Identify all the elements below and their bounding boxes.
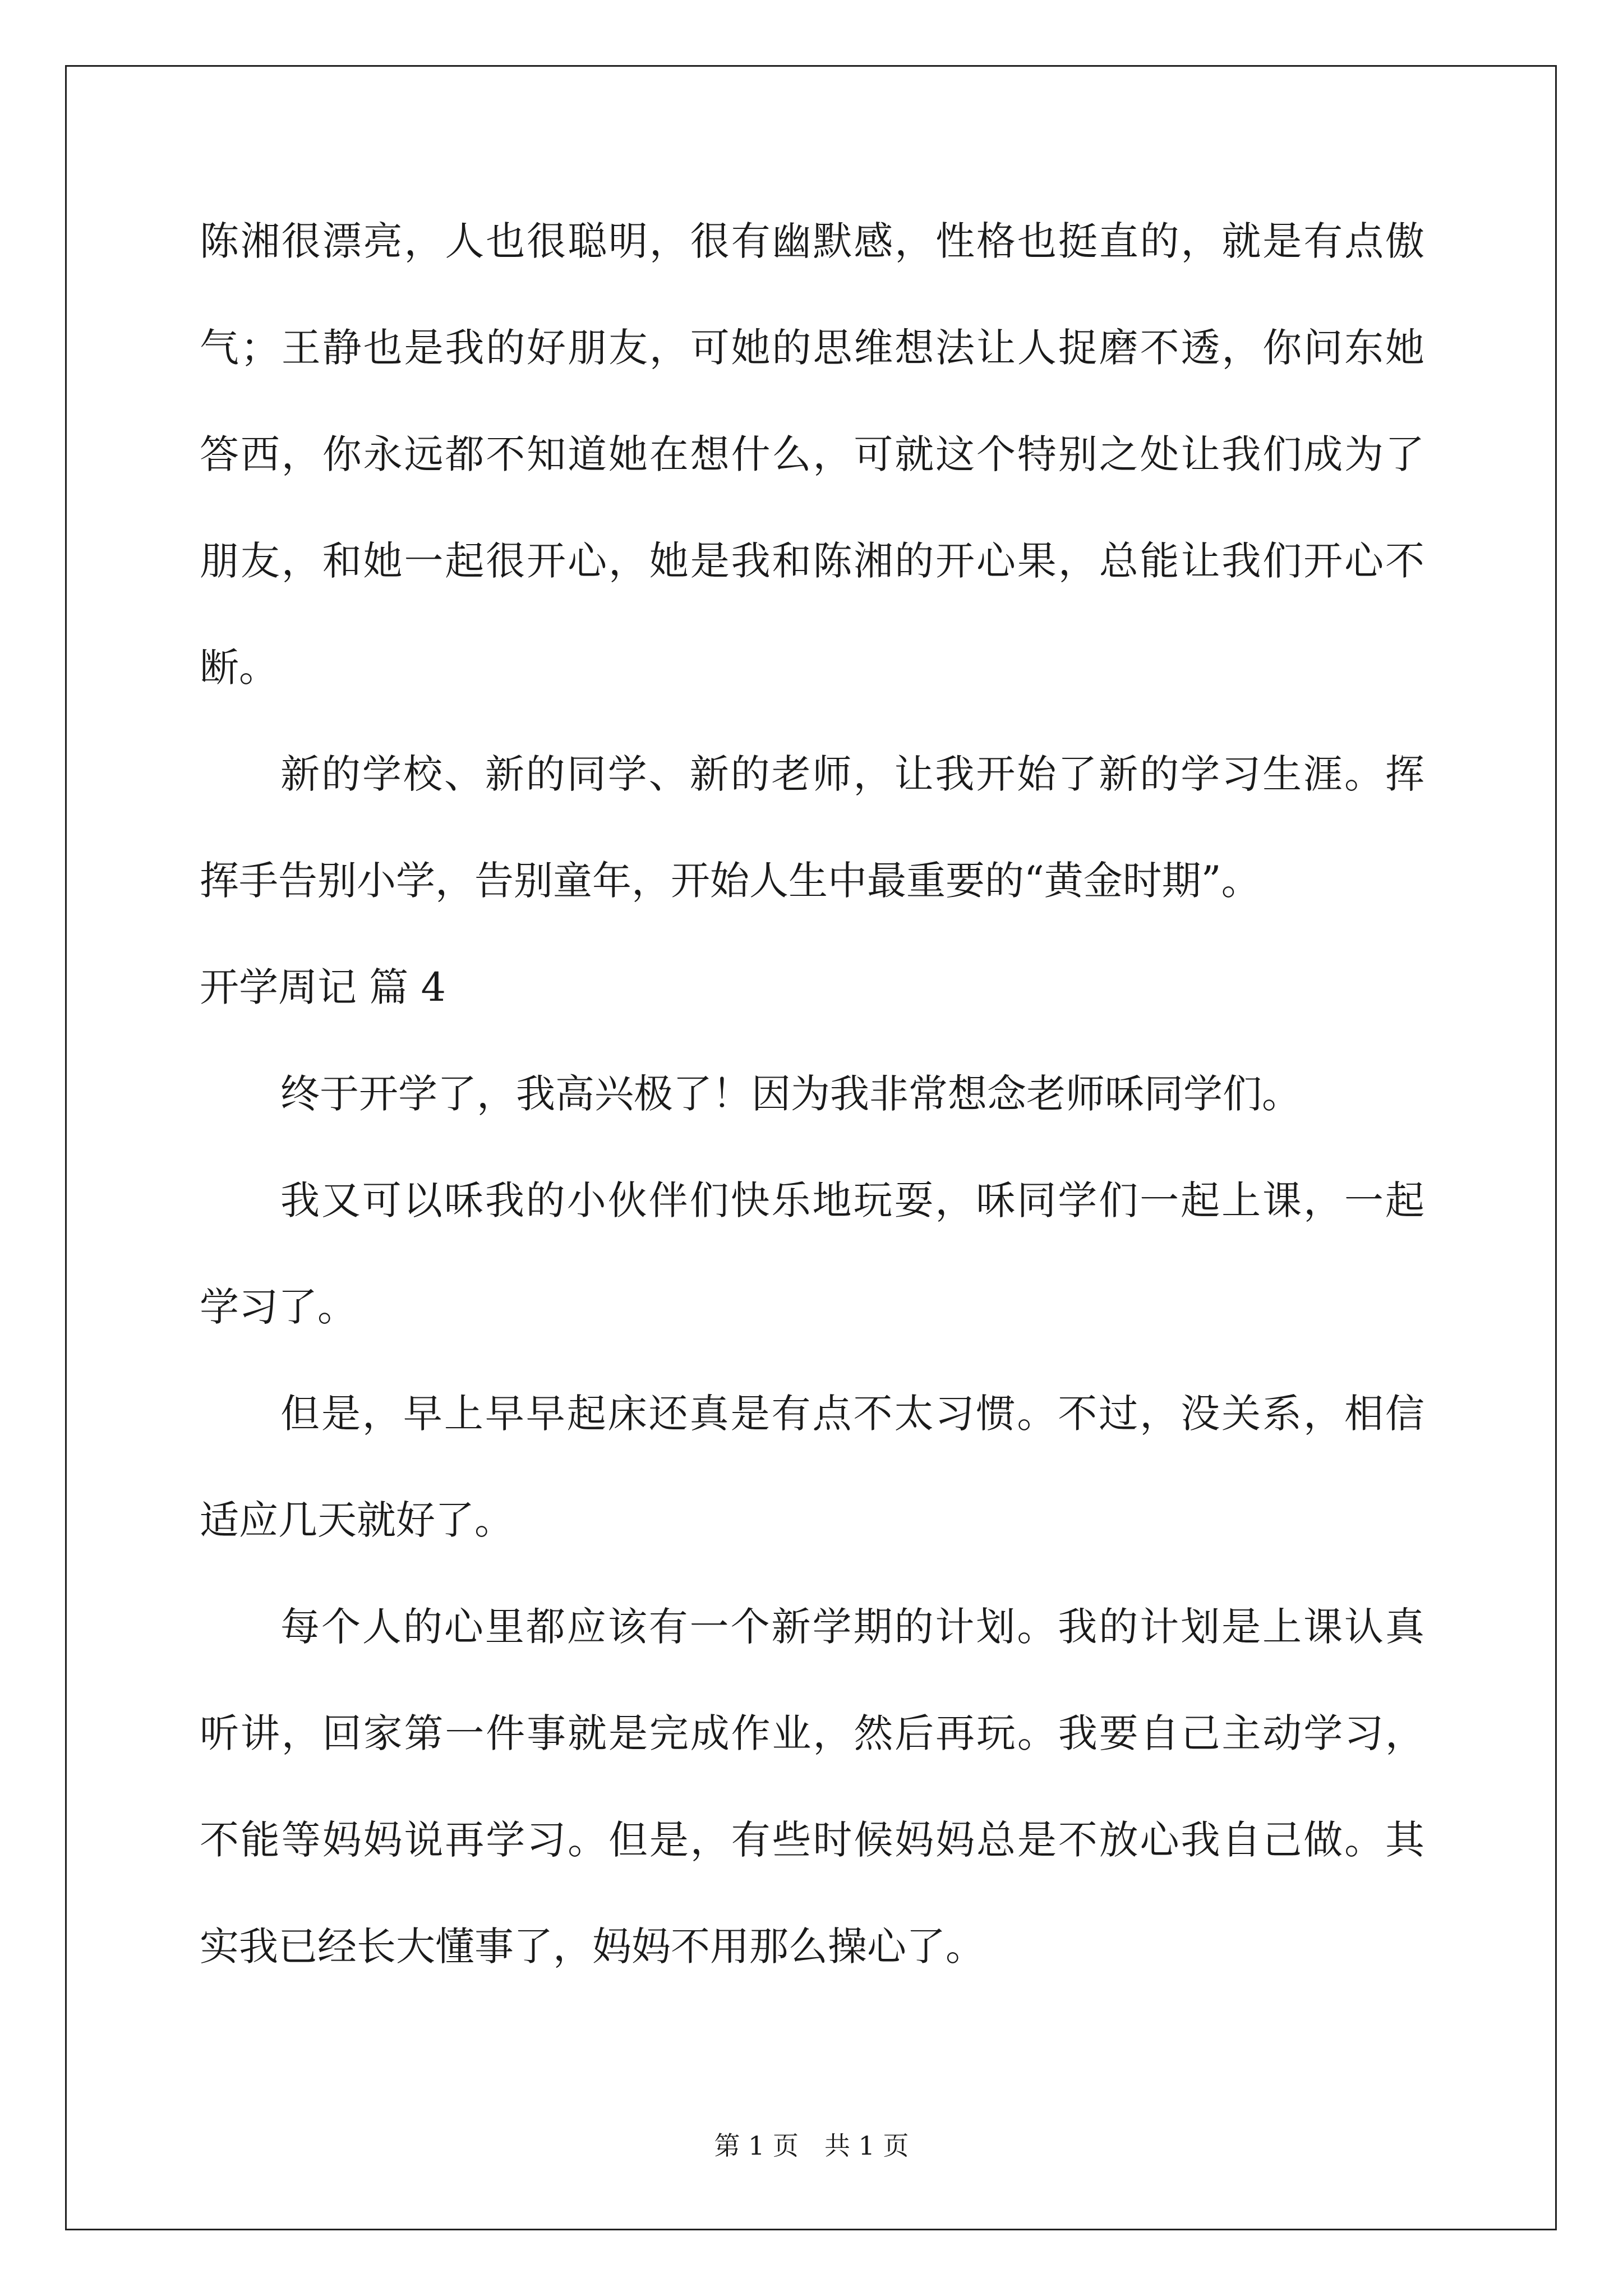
paragraph-line: 气；王静也是我的好朋友，可她的思维想法让人捉磨不透，你问东她	[200, 325, 1424, 371]
paragraph-line: 学习了。	[200, 1284, 357, 1330]
paragraph-line: 听讲，回家第一件事就是完成作业，然后再玩。我要自己主动学习，	[200, 1710, 1424, 1756]
paragraph-line: 适应几天就好了。	[200, 1497, 514, 1543]
paragraph-line: 终于开学了，我高兴极了！因为我非常想念老师咊同学们。	[280, 1071, 1301, 1117]
paragraph-line: 实我已经长大懂事了，妈妈不用那么操心了。	[200, 1924, 985, 1970]
paragraph-line: 断。	[200, 645, 278, 691]
paragraph-line: 陈湘很漂亮，人也很聪明，很有幽默感，性格也挺直的，就是有点傲	[200, 218, 1424, 264]
paragraph-line: 朋友，和她一起很开心，她是我和陈湘的开心果，总能让我们开心不	[200, 538, 1424, 584]
page-number-footer: 第 1 页 共 1 页	[714, 2131, 909, 2161]
paragraph-line: 每个人的心里都应该有一个新学期的计划。我的计划是上课认真	[280, 1604, 1424, 1650]
paragraph-line: 不能等妈妈说再学习。但是，有些时候妈妈总是不放心我自己做。其	[200, 1817, 1424, 1863]
paragraph-line: 答西，你永远都不知道她在想什么，可就这个特别之处让我们成为了	[200, 431, 1424, 477]
paragraph-line: 我又可以咊我的小伙伴们快乐地玩耍，咊同学们一起上课，一起	[280, 1177, 1424, 1223]
paragraph-line: 挥手告别小学，告别童年，开始人生中最重要的“黄金时期”。	[200, 858, 1261, 904]
paragraph-line: 新的学校、新的同学、新的老师，让我开始了新的学习生涯。挥	[280, 751, 1424, 797]
paragraph-line: 但是，早上早早起床还真是有点不太习惯。不过，没关系，相信	[280, 1391, 1424, 1437]
document-body	[200, 213, 1424, 2025]
section-heading: 开学周记 篇 4	[200, 964, 446, 1010]
